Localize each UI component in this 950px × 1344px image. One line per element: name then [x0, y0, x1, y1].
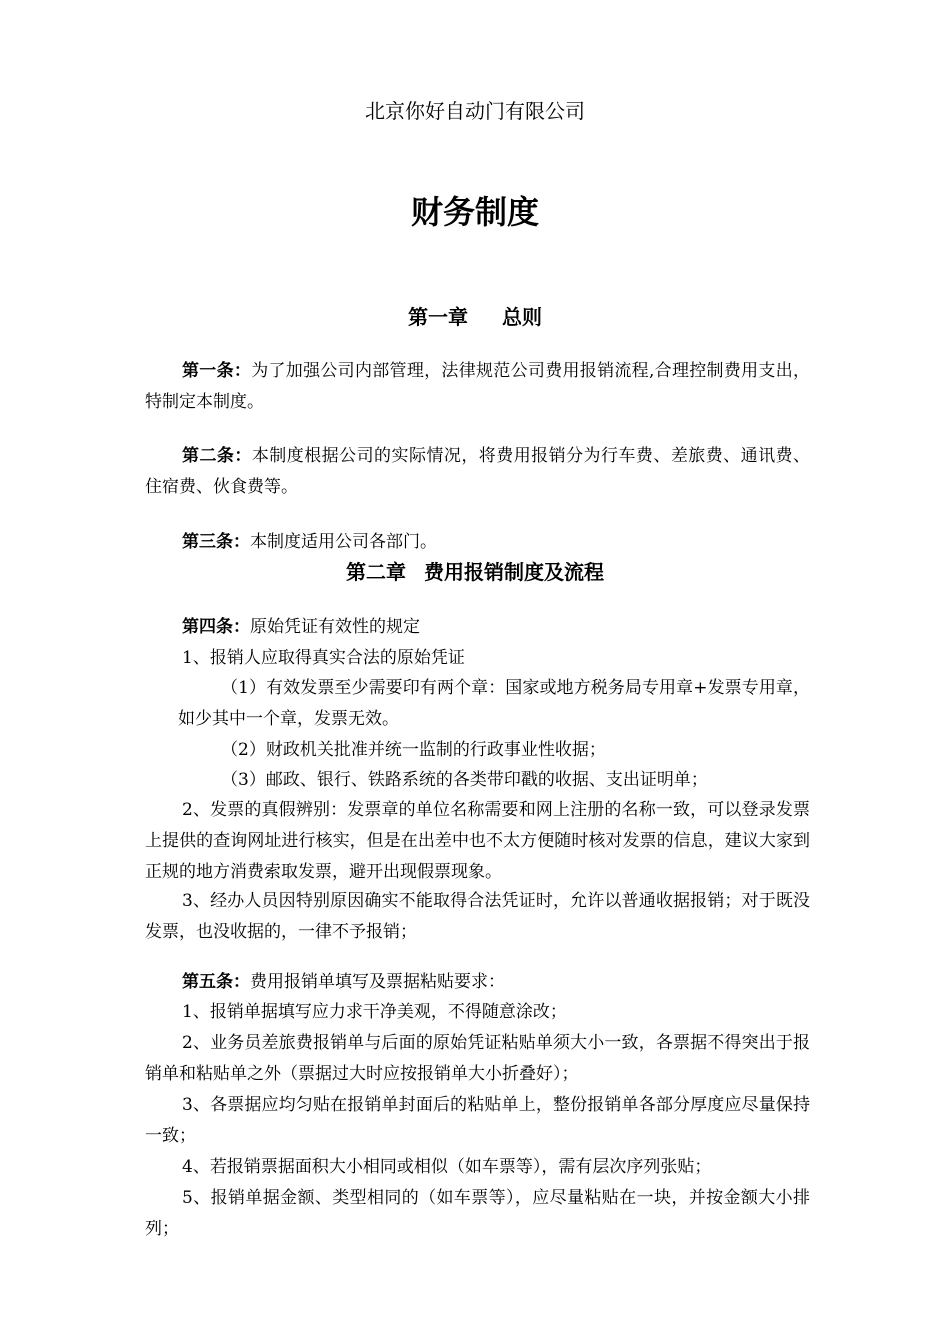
- company-name: 北京你好自动门有限公司: [365, 99, 585, 123]
- article-4-sub-3: （3）邮政、银行、铁路系统的各类带印戳的收据、支出证明单；: [221, 770, 708, 790]
- article-5-label: 第五条：: [182, 972, 250, 992]
- article-5-item-5: 5、报销单据金额、类型相同的（如车票等），应尽量粘贴在一块，并按金额大小排列；: [145, 1188, 810, 1239]
- article-4-sub-1: （1）有效发票至少需要印有两个章：国家或地方税务局专用章+发票专用章，如少其中一个章，发票无效。: [178, 678, 810, 729]
- article-4-label: 第四条：: [182, 617, 250, 637]
- article-5-item-1: 1、报销单据填写应力求干净美观，不得随意涂改；: [182, 1002, 567, 1022]
- article-3-label: 第三条：: [182, 532, 250, 552]
- article-2-label: 第二条：: [182, 446, 252, 466]
- article-5-text: 费用报销单填写及票据粘贴要求：: [250, 972, 505, 992]
- chapter-1-heading: [0, 303, 950, 331]
- article-1-label: 第一条：: [182, 361, 252, 381]
- chapter-1-number: 第一章: [408, 305, 468, 329]
- article-4-item-1: 1、报销人应取得真实合法的原始凭证: [182, 648, 465, 668]
- chapter-2-name: 费用报销制度及流程: [424, 560, 604, 584]
- article-4-text: 原始凭证有效性的规定: [250, 617, 420, 637]
- article-3: [145, 527, 810, 558]
- document-title: 财务制度: [410, 193, 539, 231]
- article-5-item-3: 3、各票据应均匀贴在报销单封面后的粘贴单上，整份报销单各部分厚度应尽量保持一致；: [145, 1095, 810, 1146]
- article-4-sub-2: （2）财政机关批准并统一监制的行政事业性收据；: [221, 740, 606, 760]
- article-5: [145, 967, 810, 998]
- article-5-item-2: 2、业务员差旅费报销单与后面的原始凭证粘贴单须大小一致，各票据不得突出于报销单和粘贴单之外（票据过大时应按报销单大小折叠好）；: [145, 1033, 810, 1084]
- article-4-item-2: 2、发票的真假辨别：发票章的单位名称需要和网上注册的名称一致，可以登录发票上提供的查询网址进行核实，但是在出差中也不太方便随时核对发票的信息，建议大家到正规的地方消费索取发票，避开出现假票现象。: [145, 800, 810, 882]
- article-4: [145, 612, 810, 643]
- article-1: [145, 356, 810, 418]
- chapter-1-name: 总则: [502, 305, 542, 329]
- article-1-text: 为了加强公司内部管理，法律规范公司费用报销流程,合理控制费用支出，特制定本制度。: [145, 361, 811, 412]
- article-2-text: 本制度根据公司的实际情况，将费用报销分为行车费、差旅费、通讯费、住宿费、伙食费等。: [145, 446, 811, 497]
- article-5-item-4: 4、若报销票据面积大小相同或相似（如车票等），需有层次序列张贴；: [182, 1157, 712, 1177]
- article-3-text: 本制度适用公司各部门。: [250, 532, 437, 552]
- article-4-item-3: 3、经办人员因特别原因确实不能取得合法凭证时，允许以普通收据报销；对于既没发票，也没收据的，一律不予报销；: [145, 891, 810, 942]
- chapter-2-number: 第二章: [346, 560, 406, 584]
- chapter-2-heading: [0, 558, 950, 586]
- article-2: [145, 441, 810, 503]
